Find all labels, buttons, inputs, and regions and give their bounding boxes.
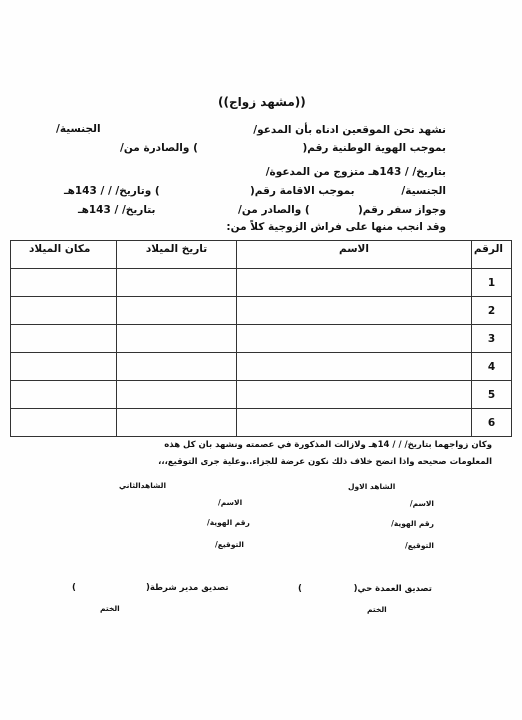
cell-name	[237, 381, 472, 409]
table-header-row	[11, 241, 512, 269]
children-table	[10, 240, 512, 437]
table-row	[11, 353, 512, 381]
table-row	[11, 409, 512, 437]
cell-name	[237, 325, 472, 353]
col-header-birth-date: تاريخ الميلاد	[117, 241, 237, 269]
intro-line3: بتاريخ/ / 143هـ متزوج من المدعوة/	[265, 166, 446, 178]
cell-birth-place	[11, 297, 117, 325]
cell-name	[237, 409, 472, 437]
witness2-signature: التوقيع/	[215, 540, 244, 549]
closing-line1: وكان زواجهما بتاريخ/ / / 14هـ ولازالت المذكورة في عصمته ونشهد بان كل هذه	[164, 440, 492, 450]
row-number: 2	[472, 297, 512, 325]
witness1-name: الاسم/	[409, 499, 434, 508]
witness2-id: رقم الهوية/	[207, 518, 250, 527]
intro-line4-date: ) وتاريخ/ / / 143هـ	[64, 185, 160, 197]
cell-birth-place	[11, 381, 117, 409]
intro-line1: نشهد نحن الموقعين ادناه بأن المدعو/	[253, 124, 446, 136]
cell-name	[237, 269, 472, 297]
intro-line5-date: بتاريخ/ / 143هـ	[78, 204, 156, 216]
table-row	[11, 269, 512, 297]
witness1-heading: الشاهد الاول	[348, 482, 396, 491]
cell-birth-date	[117, 269, 237, 297]
omda-certification: تصديق العمدة حي(	[353, 584, 432, 594]
row-number: 3	[472, 325, 512, 353]
seal-police: الختم	[100, 604, 120, 613]
police-certification: تصديق مدير شرطة(	[146, 583, 229, 593]
cell-name	[237, 297, 472, 325]
cell-birth-date	[117, 353, 237, 381]
document-title: ((مشهد زواج))	[218, 95, 306, 109]
intro-line4-iqama: بموجب الاقامة رقم(	[250, 185, 355, 197]
omda-close: )	[298, 584, 302, 594]
row-number: 1	[472, 269, 512, 297]
witness1-signature: التوقيع/	[405, 541, 434, 550]
cell-birth-place	[11, 409, 117, 437]
intro-line2: بموجب الهوية الوطنية رقم(	[302, 142, 446, 154]
col-header-name: الاسم	[237, 241, 472, 269]
row-number: 5	[472, 381, 512, 409]
table-row	[11, 297, 512, 325]
cell-birth-place	[11, 325, 117, 353]
witness2-name: الاسم/	[218, 498, 243, 507]
cell-birth-date	[117, 381, 237, 409]
cell-birth-date	[117, 409, 237, 437]
closing-line2: المعلومات صحيحه واذا اتضح خلاف ذلك نكون عرضة للجزاء..وعلية جرى التوقيع،،،	[158, 457, 492, 467]
cell-birth-date	[117, 297, 237, 325]
table-row	[11, 325, 512, 353]
intro-line4-nationality: الجنسية/	[401, 185, 446, 197]
seal-omda: الختم	[367, 605, 387, 614]
intro-line6: وقد انجب منها على فراش الزوجية كلاً من:	[226, 221, 446, 233]
cell-birth-place	[11, 269, 117, 297]
cell-birth-date	[117, 325, 237, 353]
intro-line5-passport: وجواز سفر رقم(	[358, 204, 446, 216]
table-row	[11, 381, 512, 409]
intro-line1-nationality: الجنسية/	[56, 123, 101, 135]
witness2-heading: الشاهدالثاني	[119, 481, 167, 490]
cell-birth-place	[11, 353, 117, 381]
col-header-number: الرقم	[472, 241, 512, 269]
intro-line2-issued: ) والصادرة من/	[120, 142, 198, 154]
cell-name	[237, 353, 472, 381]
police-close: )	[72, 583, 76, 593]
intro-line5-issued: ) والصادر من/	[238, 204, 310, 216]
col-header-birth-place: مكان الميلاد	[11, 241, 117, 269]
witness1-id: رقم الهوية/	[391, 519, 434, 528]
row-number: 6	[472, 409, 512, 437]
row-number: 4	[472, 353, 512, 381]
